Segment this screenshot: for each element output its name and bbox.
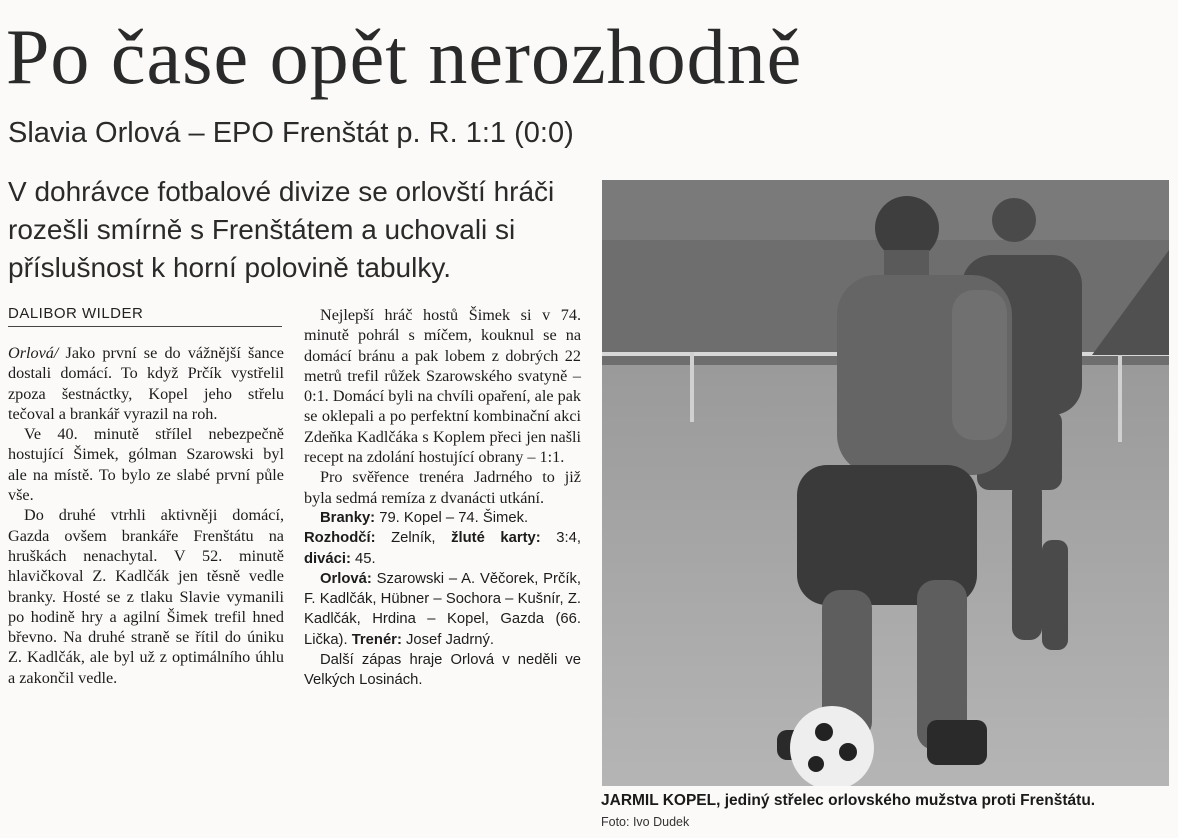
- paragraph: Nejlepší hráč hostů Šimek si v 74. minutě pohrál s míčem, kouknul se na domácí bránu a pak lobem z dobrých 22 metrů trefil růžek Szarowského svatyně – 0:1. Domácí byli na chvíli opaření, ale pak se oklepali a po perfektní kombinační akci Zdeňka Kadlčáka s Koplem přeci jen našli recept na zdolání hostující obrany – 1:1.: [304, 306, 581, 467]
- goals-info: [304, 508, 581, 528]
- paragraph: Pro svěřence trenéra Jadrného to již byla sedmá remíza z dvanácti utkání.: [304, 468, 581, 507]
- attendance-label: diváci:: [304, 550, 351, 567]
- lineup-label: Orlová:: [320, 570, 372, 587]
- article-column-1: [8, 343, 284, 688]
- goals-label: Branky:: [320, 509, 376, 526]
- dateline: Orlová/: [8, 344, 59, 362]
- photo-caption: [601, 792, 1171, 810]
- paragraph-text: Jako první se do vážnější šance dostali domácí. To když Prčík vystřelil zpoza šestnáctky, Kopel jeho střelu tečoval a brankář vyrazil na roh.: [8, 344, 284, 423]
- cards-label: žluté karty:: [451, 530, 541, 547]
- referee-value: Zelník,: [375, 530, 452, 547]
- match-photo: [602, 180, 1169, 786]
- headline: Po čase opět nerozhodně: [6, 13, 803, 100]
- caption-name: JARMIL KOPEL,: [601, 792, 721, 809]
- article-column-2: [304, 305, 581, 691]
- referee-info: [304, 528, 581, 569]
- photo-credit: Foto: Ivo Dudek: [601, 815, 690, 829]
- paragraph: Ve 40. minutě střílel nebezpečně hostující Šimek, gólman Szarowski byl ale na místě. To bylo ze slabé první půle vše.: [8, 425, 284, 505]
- caption-text: jediný střelec orlovského mužstva proti Frenštátu.: [720, 792, 1096, 809]
- coach-label: Trenér:: [351, 631, 402, 648]
- lineup-value: Szarowski – A. Věčorek, Prčík, F. Kadlčák, Hübner – Sochora – Kušnír, Z. Kadlčák, Hrdina – Kopel, Gazda (66. Lička).: [304, 570, 581, 648]
- next-match-info: Další zápas hraje Orlová v neděli ve Velkých Losinách.: [304, 652, 581, 689]
- byline: DALIBOR WILDER: [8, 305, 282, 327]
- match-result-subtitle: Slavia Orlová – EPO Frenštát p. R. 1:1 (0:0): [8, 117, 574, 149]
- paragraph: Do druhé vtrhli aktivněji domácí, Gazda ovšem brankáře Frenštátu na hruškách nenachytal. V 52. minutě hlavičkoval Z. Kadlčák jen těsně vedle branky. Hosté se z tlaku Slavie vymanili po hodině hry a agilní Šimek trefil hned břevno. Na druhé straně se řítil do úniku Z. Kadlčák, ale byl už z optimálního úhlu a zakončil vedle.: [8, 506, 284, 687]
- cards-value: 3:4,: [540, 530, 581, 547]
- lineup-info: [304, 569, 581, 650]
- referee-label: Rozhodčí:: [304, 530, 376, 547]
- paragraph: [8, 343, 284, 424]
- attendance-value: 45.: [350, 550, 376, 567]
- football-players-illustration: [602, 180, 1169, 786]
- goals-value: 79. Kopel – 74. Šimek.: [375, 509, 529, 526]
- lead-paragraph: V dohrávce fotbalové divize se orlovští hráči rozešli smírně s Frenštátem a uchovali si příslušnost k horní polovině tabulky.: [8, 176, 555, 283]
- coach-value: Josef Jadrný.: [401, 631, 494, 648]
